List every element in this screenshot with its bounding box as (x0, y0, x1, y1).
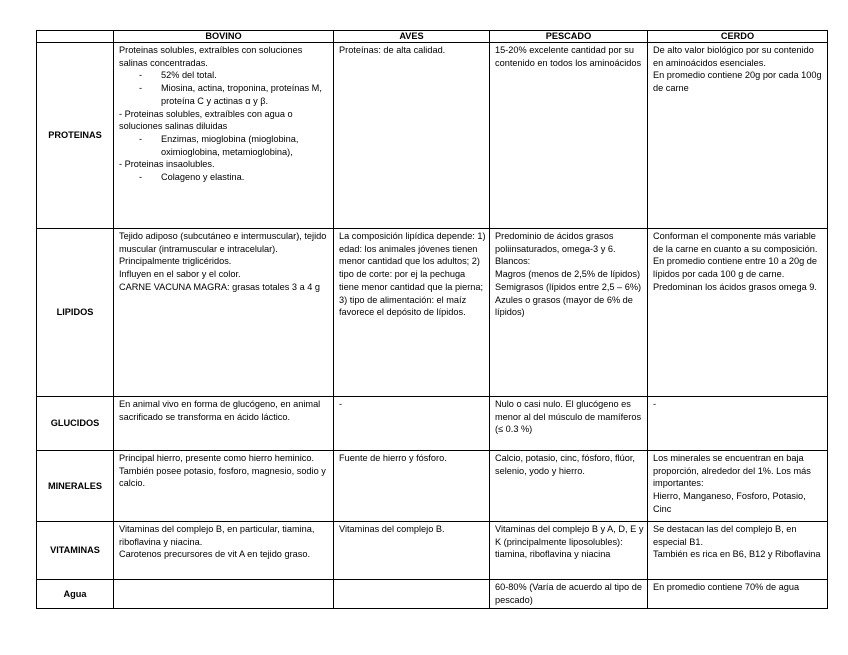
cell-glucidos-cerdo: - (648, 397, 828, 451)
cell-glucidos-bovino: En animal vivo en forma de glucógeno, en animal sacrificado se transforma en ácido láctico. (114, 397, 334, 451)
cell-agua-cerdo: En promedio contiene 70% de agua (648, 580, 828, 609)
header-aves: AVES (334, 31, 490, 43)
row-label-vitaminas: VITAMINAS (37, 522, 114, 580)
list-item: - 52% del total. (119, 69, 330, 82)
cell-minerales-pescado: Calcio, potasio, cinc, fósforo, flúor, selenio, yodo y hierro. (490, 451, 648, 522)
cell-text: - Proteinas insaolubles. (119, 159, 215, 170)
cell-minerales-cerdo (648, 451, 828, 522)
cell-text: También es rica en B6, B12 y Riboflavina (653, 549, 821, 560)
bullet-list (119, 69, 330, 107)
cell-proteinas-pescado: 15-20% excelente cantidad por su contenido en todos los aminoácidos (490, 43, 648, 229)
bullet-list (119, 171, 330, 184)
row-label-agua: Agua (37, 580, 114, 609)
row-glucidos (37, 397, 828, 451)
cell-text: Predominio de ácidos grasos poliinsaturados, omega-3 y 6. (495, 231, 616, 254)
cell-text: - Proteinas solubles, extraíbles con agua o soluciones salinas diluidas (119, 108, 293, 132)
list-item: - Enzimas, mioglobina (mioglobina, oximioglobina, metamioglobina), (119, 133, 330, 158)
cell-text: Hierro, Manganeso, Fosforo, Potasio, Cinc (653, 491, 806, 514)
row-agua (37, 580, 828, 609)
row-minerales (37, 451, 828, 522)
row-label-glucidos: GLUCIDOS (37, 397, 114, 451)
cell-text: Los minerales se encuentran en baja proporción, alrededor del 1%. Los más importantes: (653, 453, 811, 489)
cell-vitaminas-aves: Vitaminas del complejo B. (334, 522, 490, 580)
cell-vitaminas-cerdo (648, 522, 828, 580)
row-label-minerales: MINERALES (37, 451, 114, 522)
cell-text: Principalmente triglicéridos. (119, 256, 232, 267)
cell-text: En promedio contiene 20g por cada 100g de carne (653, 70, 822, 94)
nutrition-comparison-table (36, 30, 828, 609)
cell-lipidos-bovino (114, 229, 334, 397)
header-cerdo: CERDO (648, 31, 828, 43)
row-label-proteinas: PROTEINAS (37, 43, 114, 229)
cell-text: En promedio contiene entre 10 a 20g de lípidos por cada 100 g de carne. (653, 256, 817, 280)
cell-glucidos-aves: - (334, 397, 490, 451)
cell-lipidos-cerdo (648, 229, 828, 397)
cell-text: Carotenos precursores de vit A en tejido graso. (119, 549, 311, 560)
header-pescado: PESCADO (490, 31, 648, 43)
row-label-lipidos: LIPIDOS (37, 229, 114, 397)
cell-text: Azules o grasos (mayor de 6% de lípidos) (495, 294, 633, 318)
cell-text: Tejido adiposo (subcutáneo e intermuscular), tejido muscular (intramuscular e intracelular). (119, 231, 327, 254)
cell-lipidos-pescado (490, 229, 648, 397)
cell-agua-aves (334, 580, 490, 609)
row-lipidos (37, 229, 828, 397)
cell-agua-pescado: 60-80% (Varía de acuerdo al tipo de pescado) (490, 580, 648, 609)
cell-text: Vitaminas del complejo B, en particular, tiamina, riboflavina y niacina. (119, 524, 315, 547)
cell-text: Predominan los ácidos grasos omega 9. (653, 281, 817, 292)
cell-text: Magros (menos de 2,5% de lípidos) (495, 269, 641, 280)
header-empty (37, 31, 114, 43)
list-item: - Colageno y elastina. (119, 171, 330, 184)
header-row (37, 31, 828, 43)
row-proteinas (37, 43, 828, 229)
row-vitaminas (37, 522, 828, 580)
cell-lipidos-aves: La composición lipídica depende: 1) edad: los animales jóvenes tienen menor cantidad que los adultos; 2) tipo de corte: por ej la pechuga tiene menor cantidad que la pierna; 3) tipo de alimentación: el maíz favorece el depósito de lípidos. (334, 229, 490, 397)
cell-proteinas-cerdo (648, 43, 828, 229)
cell-minerales-bovino: Principal hierro, presente como hierro heminico. También posee potasio, fosforo, magnesio, sodio y calcio. (114, 451, 334, 522)
cell-proteinas-aves: Proteínas: de alta calidad. (334, 43, 490, 229)
cell-text: Proteinas solubles, extraíbles con soluciones salinas concentradas. (119, 45, 303, 68)
cell-text: CARNE VACUNA MAGRA: grasas totales 3 a 4 g (119, 281, 321, 292)
cell-text: Semigrasos (lípidos entre 2,5 – 6%) (495, 281, 642, 292)
cell-text: Blancos: (495, 256, 531, 267)
cell-minerales-aves: Fuente de hierro y fósforo. (334, 451, 490, 522)
cell-agua-bovino (114, 580, 334, 609)
header-bovino: BOVINO (114, 31, 334, 43)
cell-text: Conforman el componente más variable de la carne en cuanto a su composición. (653, 231, 818, 254)
cell-vitaminas-pescado: Vitaminas del complejo B y A, D, E y K (principalmente liposolubles): tiamina, riboflavina y niacina (490, 522, 648, 580)
cell-vitaminas-bovino (114, 522, 334, 580)
cell-text: Influyen en el sabor y el color. (119, 269, 241, 280)
bullet-list (119, 133, 330, 158)
list-item: - Miosina, actina, troponina, proteínas M, proteína C y actinas α y β. (119, 82, 330, 107)
cell-glucidos-pescado: Nulo o casi nulo. El glucógeno es menor al del músculo de mamíferos (≤ 0.3 %) (490, 397, 648, 451)
cell-text: Se destacan las del complejo B, en especial B1. (653, 524, 797, 547)
cell-proteinas-bovino (114, 43, 334, 229)
cell-text: De alto valor biológico por su contenido en aminoácidos esenciales. (653, 45, 814, 68)
